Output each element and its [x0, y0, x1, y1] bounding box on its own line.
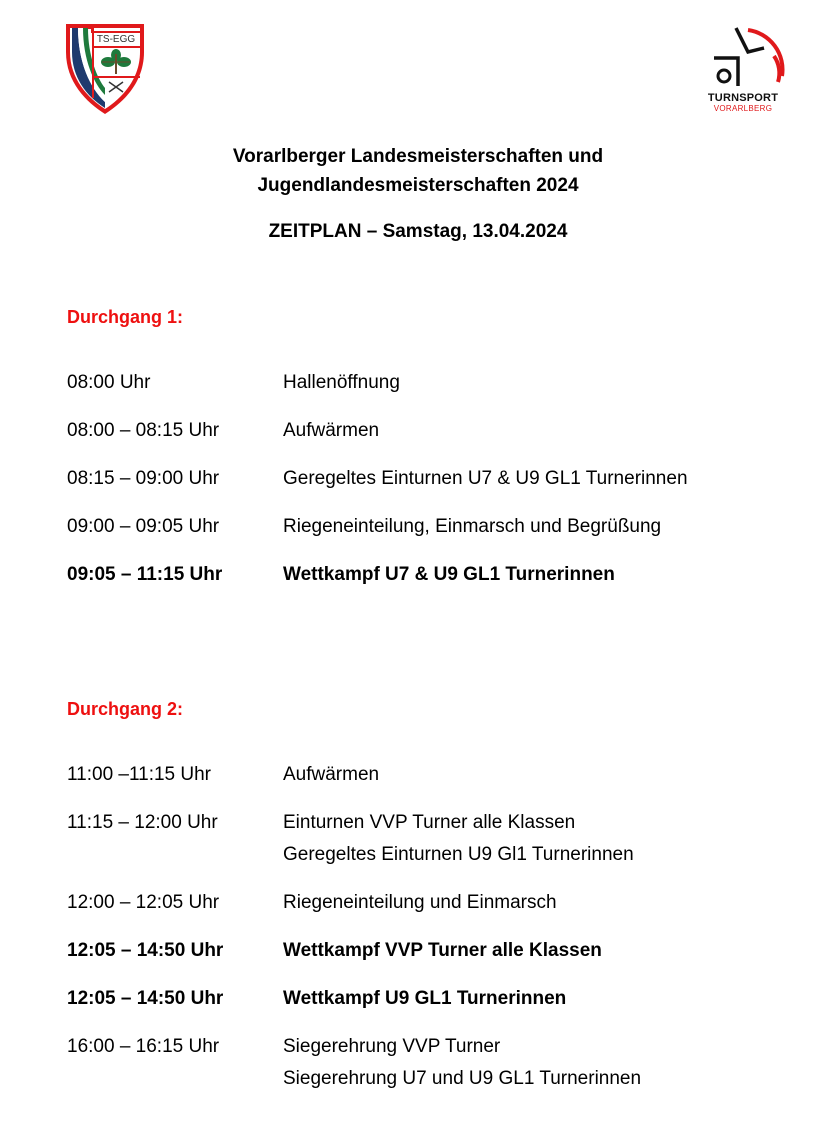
row-time: 08:00 Uhr — [67, 372, 151, 393]
row-description-line2: Geregeltes Einturnen U9 Gl1 Turnerinnen — [283, 844, 634, 865]
row-description: Hallenöffnung — [283, 372, 400, 393]
schedule-subtitle: ZEITPLAN – Samstag, 13.04.2024 — [268, 221, 568, 242]
row-description: Riegeneinteilung, Einmarsch und Begrüßung — [283, 516, 662, 537]
logo-text-turnsport: TURNSPORT — [707, 92, 779, 104]
gymnast-icon — [700, 24, 790, 90]
row-description: Riegeneinteilung und Einmarsch — [283, 892, 557, 913]
row-description: Wettkampf U7 & U9 GL1 Turnerinnen — [283, 564, 615, 585]
section-heading-durchgang-2: Durchgang 2: — [67, 699, 184, 719]
row-description-line2: Siegerehrung U7 und U9 GL1 Turnerinnen — [283, 1068, 642, 1089]
row-description: Aufwärmen — [283, 420, 380, 441]
row-time: 09:00 – 09:05 Uhr — [67, 516, 220, 537]
row-time: 08:15 – 09:00 Uhr — [67, 468, 220, 489]
row-description: Siegerehrung VVP Turner — [283, 1036, 501, 1057]
turnsport-vorarlberg-logo — [700, 24, 790, 116]
svg-text:TS-EGG: TS-EGG — [96, 34, 136, 45]
section-heading-durchgang-1: Durchgang 1: — [67, 307, 184, 327]
row-time: 12:00 – 12:05 Uhr — [67, 892, 220, 913]
row-time: 16:00 – 16:15 Uhr — [67, 1036, 220, 1057]
row-description: Wettkampf U9 GL1 Turnerinnen — [283, 988, 567, 1009]
row-description: Aufwärmen — [283, 764, 380, 785]
row-time: 12:05 – 14:50 Uhr — [67, 988, 224, 1009]
ts-egg-logo — [64, 22, 146, 116]
row-time: 11:00 –11:15 Uhr — [67, 764, 212, 785]
row-description: Wettkampf VVP Turner alle Klassen — [283, 940, 602, 961]
document-title-line1: Vorarlberger Landesmeisterschaften und — [232, 146, 604, 167]
row-time: 11:15 – 12:00 Uhr — [67, 812, 218, 833]
row-time: 09:05 – 11:15 Uhr — [67, 564, 223, 585]
document-title-line2: Jugendlandesmeisterschaften 2024 — [257, 175, 579, 196]
row-time: 08:00 – 08:15 Uhr — [67, 420, 220, 441]
row-time: 12:05 – 14:50 Uhr — [67, 940, 224, 961]
logo-text-vorarlberg: VORARLBERG — [713, 104, 773, 113]
row-description: Einturnen VVP Turner alle Klassen — [283, 812, 576, 833]
shield-icon — [64, 22, 146, 116]
row-description: Geregeltes Einturnen U7 & U9 GL1 Turnerinnen — [283, 468, 688, 489]
